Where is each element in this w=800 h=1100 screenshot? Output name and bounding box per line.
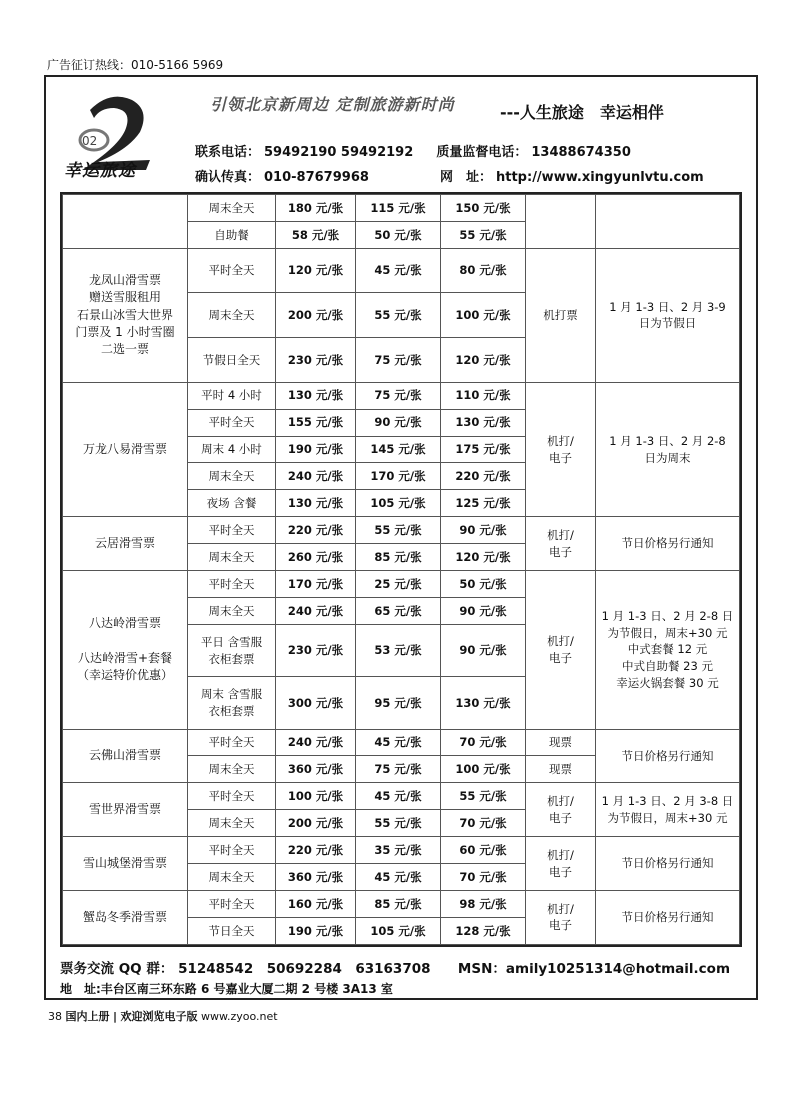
section-name: 国内上册 — [65, 1010, 110, 1023]
price-2: 45 元/张 — [356, 783, 441, 810]
price-1: 240 元/张 — [276, 463, 356, 490]
ticket-type-label: 平时全天 — [188, 409, 276, 436]
ticket-name: 八达岭滑雪票 八达岭滑雪+套餐 （幸运特价优惠） — [63, 571, 188, 729]
price-2: 55 元/张 — [356, 810, 441, 837]
price-2: 95 元/张 — [356, 677, 441, 729]
table-row — [63, 783, 740, 810]
ticket-name: 蟹岛冬季滑雪票 — [63, 890, 188, 944]
price-2: 105 元/张 — [356, 917, 441, 944]
ticket-note: 1 月 1-3 日、2 月 2-8 日为周末 — [596, 382, 740, 517]
ticket-type-label: 周末全天 — [188, 463, 276, 490]
price-2: 115 元/张 — [356, 195, 441, 222]
site-url[interactable]: www.zyoo.net — [201, 1010, 278, 1023]
ticket-type-label: 平时 4 小时 — [188, 382, 276, 409]
price-3: 55 元/张 — [441, 783, 526, 810]
price-1: 180 元/张 — [276, 195, 356, 222]
ticket-type-label: 平时全天 — [188, 837, 276, 864]
price-2: 45 元/张 — [356, 729, 441, 756]
price-3: 98 元/张 — [441, 890, 526, 917]
price-3: 120 元/张 — [441, 338, 526, 383]
ticket-format: 机打/ 电子 — [526, 517, 596, 571]
price-1: 230 元/张 — [276, 624, 356, 676]
price-1: 220 元/张 — [276, 517, 356, 544]
table-row — [63, 248, 740, 293]
ticket-type-label: 平时全天 — [188, 571, 276, 598]
welcome-text: 欢迎浏览电子版 — [120, 1010, 198, 1023]
ticket-type-label: 周末全天 — [188, 195, 276, 222]
price-3: 100 元/张 — [441, 293, 526, 338]
price-2: 35 元/张 — [356, 837, 441, 864]
quality-phone-number: 13488674350 — [531, 145, 631, 160]
ticket-type-label: 周末 含雪服 衣柜套票 — [188, 677, 276, 729]
qq-groups: 51248542 50692284 63163708 — [178, 961, 431, 977]
ticket-note: 1 月 1-3 日、2 月 2-8 日 为节假日，周末+30 元 中式套餐 12 元 中式自助餐 23 元 幸运火锅套餐 30 元 — [596, 571, 740, 729]
price-1: 260 元/张 — [276, 544, 356, 571]
price-3: 150 元/张 — [441, 195, 526, 222]
ticket-name — [63, 195, 188, 249]
ticket-note: 节日价格另行通知 — [596, 729, 740, 783]
price-1: 240 元/张 — [276, 598, 356, 625]
price-3: 70 元/张 — [441, 864, 526, 891]
table-row — [63, 517, 740, 544]
price-3: 130 元/张 — [441, 409, 526, 436]
ticket-name: 万龙八易滑雪票 — [63, 382, 188, 517]
price-2: 55 元/张 — [356, 293, 441, 338]
price-2: 65 元/张 — [356, 598, 441, 625]
ticket-name: 云佛山滑雪票 — [63, 729, 188, 783]
ticket-type-label: 节日全天 — [188, 917, 276, 944]
ticket-format: 机打票 — [526, 248, 596, 382]
price-2: 85 元/张 — [356, 890, 441, 917]
price-table-wrapper — [60, 192, 742, 947]
price-3: 175 元/张 — [441, 436, 526, 463]
price-1: 230 元/张 — [276, 338, 356, 383]
price-1: 130 元/张 — [276, 382, 356, 409]
ticket-format: 机打/ 电子 — [526, 783, 596, 837]
qq-label: 票务交流 QQ 群： — [60, 961, 174, 977]
price-2: 53 元/张 — [356, 624, 441, 676]
svg-text:02: 02 — [82, 134, 98, 148]
price-3: 80 元/张 — [441, 248, 526, 293]
ticket-type-label: 平时全天 — [188, 890, 276, 917]
ticket-format: 机打/ 电子 — [526, 571, 596, 729]
price-2: 145 元/张 — [356, 436, 441, 463]
fax-number: 010-87679968 — [264, 170, 369, 185]
ticket-type-label: 平时全天 — [188, 517, 276, 544]
logo-text: 幸运旅途 — [64, 161, 136, 181]
contact-line-1 — [195, 141, 631, 160]
ticket-format: 现票 — [526, 729, 596, 756]
fax-label: 确认传真： — [195, 170, 261, 185]
price-1: 170 元/张 — [276, 571, 356, 598]
price-3: 50 元/张 — [441, 571, 526, 598]
price-1: 200 元/张 — [276, 810, 356, 837]
price-2: 45 元/张 — [356, 248, 441, 293]
company-logo — [60, 88, 170, 183]
price-1: 220 元/张 — [276, 837, 356, 864]
price-2: 75 元/张 — [356, 382, 441, 409]
price-1: 155 元/张 — [276, 409, 356, 436]
ticket-name: 龙凤山滑雪票 赠送雪服租用 石景山冰雪大世界 门票及 1 小时雪圈 二选一票 — [63, 248, 188, 382]
ticket-note: 1 月 1-3 日、2 月 3-8 日 为节假日，周末+30 元 — [596, 783, 740, 837]
ticket-type-label: 夜场 含餐 — [188, 490, 276, 517]
price-1: 190 元/张 — [276, 917, 356, 944]
price-3: 55 元/张 — [441, 221, 526, 248]
ticket-note — [596, 195, 740, 249]
ticket-type-label: 平时全天 — [188, 248, 276, 293]
ticket-format: 机打/ 电子 — [526, 890, 596, 944]
ticket-type-label: 平日 含雪服 衣柜套票 — [188, 624, 276, 676]
ticket-note: 节日价格另行通知 — [596, 517, 740, 571]
ticket-contact-line — [60, 957, 730, 977]
price-1: 160 元/张 — [276, 890, 356, 917]
slogan: 引领北京新周边 定制旅游新时尚 — [210, 95, 455, 114]
msn-address[interactable]: amily10251314@hotmail.com — [505, 961, 731, 977]
price-3: 128 元/张 — [441, 917, 526, 944]
slogan-2: ---人生旅途 幸运相伴 — [500, 103, 664, 122]
address-line: 地 址:丰台区南三环东路 6 号嘉业大厦二期 2 号楼 3A13 室 — [60, 982, 393, 996]
price-1: 200 元/张 — [276, 293, 356, 338]
website-link[interactable]: http://www.xingyunlvtu.com — [496, 170, 704, 185]
table-row — [63, 382, 740, 409]
ticket-note: 1 月 1-3 日、2 月 3-9 日为节假日 — [596, 248, 740, 382]
price-1: 100 元/张 — [276, 783, 356, 810]
price-1: 240 元/张 — [276, 729, 356, 756]
ticket-type-label: 周末全天 — [188, 810, 276, 837]
price-3: 90 元/张 — [441, 598, 526, 625]
ad-hotline: 广告征订热线：010-5166 5969 — [47, 58, 224, 72]
price-3: 120 元/张 — [441, 544, 526, 571]
ticket-note: 节日价格另行通知 — [596, 837, 740, 891]
price-1: 120 元/张 — [276, 248, 356, 293]
ticket-type-label: 自助餐 — [188, 221, 276, 248]
price-2: 50 元/张 — [356, 221, 441, 248]
ticket-type-label: 周末全天 — [188, 544, 276, 571]
price-2: 90 元/张 — [356, 409, 441, 436]
table-row — [63, 729, 740, 756]
ticket-format: 现票 — [526, 756, 596, 783]
price-1: 190 元/张 — [276, 436, 356, 463]
ticket-note: 节日价格另行通知 — [596, 890, 740, 944]
price-2: 45 元/张 — [356, 864, 441, 891]
contact-line-2 — [195, 166, 704, 185]
ticket-type-label: 周末全天 — [188, 293, 276, 338]
ticket-type-label: 周末全天 — [188, 756, 276, 783]
ticket-type-label: 周末 4 小时 — [188, 436, 276, 463]
price-1: 360 元/张 — [276, 756, 356, 783]
price-1: 360 元/张 — [276, 864, 356, 891]
ticket-type-label: 周末全天 — [188, 864, 276, 891]
price-3: 70 元/张 — [441, 810, 526, 837]
price-3: 90 元/张 — [441, 517, 526, 544]
ticket-type-label: 节假日全天 — [188, 338, 276, 383]
page-number: 38 — [48, 1010, 62, 1023]
table-row — [63, 837, 740, 864]
price-3: 110 元/张 — [441, 382, 526, 409]
price-table — [62, 194, 740, 945]
ticket-format: 机打/ 电子 — [526, 837, 596, 891]
ticket-type-label: 平时全天 — [188, 729, 276, 756]
price-2: 85 元/张 — [356, 544, 441, 571]
price-3: 70 元/张 — [441, 729, 526, 756]
table-row — [63, 571, 740, 598]
price-2: 75 元/张 — [356, 338, 441, 383]
price-2: 170 元/张 — [356, 463, 441, 490]
price-1: 300 元/张 — [276, 677, 356, 729]
ticket-format — [526, 195, 596, 249]
price-3: 130 元/张 — [441, 677, 526, 729]
table-row — [63, 195, 740, 222]
website-label: 网 址： — [439, 170, 492, 185]
msn-label: MSN： — [457, 961, 506, 977]
price-3: 60 元/张 — [441, 837, 526, 864]
price-2: 75 元/张 — [356, 756, 441, 783]
price-3: 100 元/张 — [441, 756, 526, 783]
ticket-name: 雪世界滑雪票 — [63, 783, 188, 837]
ticket-name: 云居滑雪票 — [63, 517, 188, 571]
price-3: 220 元/张 — [441, 463, 526, 490]
price-2: 105 元/张 — [356, 490, 441, 517]
ticket-format: 机打/ 电子 — [526, 382, 596, 517]
table-row — [63, 890, 740, 917]
price-2: 55 元/张 — [356, 517, 441, 544]
price-2: 25 元/张 — [356, 571, 441, 598]
page-footer — [48, 1008, 278, 1024]
footer-separator: | — [113, 1010, 118, 1023]
ticket-name: 雪山城堡滑雪票 — [63, 837, 188, 891]
price-3: 125 元/张 — [441, 490, 526, 517]
price-1: 130 元/张 — [276, 490, 356, 517]
ticket-type-label: 周末全天 — [188, 598, 276, 625]
quality-phone-label: 质量监督电话： — [436, 145, 528, 160]
phone-number: 59492190 59492192 — [264, 145, 414, 160]
price-3: 90 元/张 — [441, 624, 526, 676]
phone-label: 联系电话： — [195, 145, 261, 160]
price-1: 58 元/张 — [276, 221, 356, 248]
ticket-type-label: 平时全天 — [188, 783, 276, 810]
